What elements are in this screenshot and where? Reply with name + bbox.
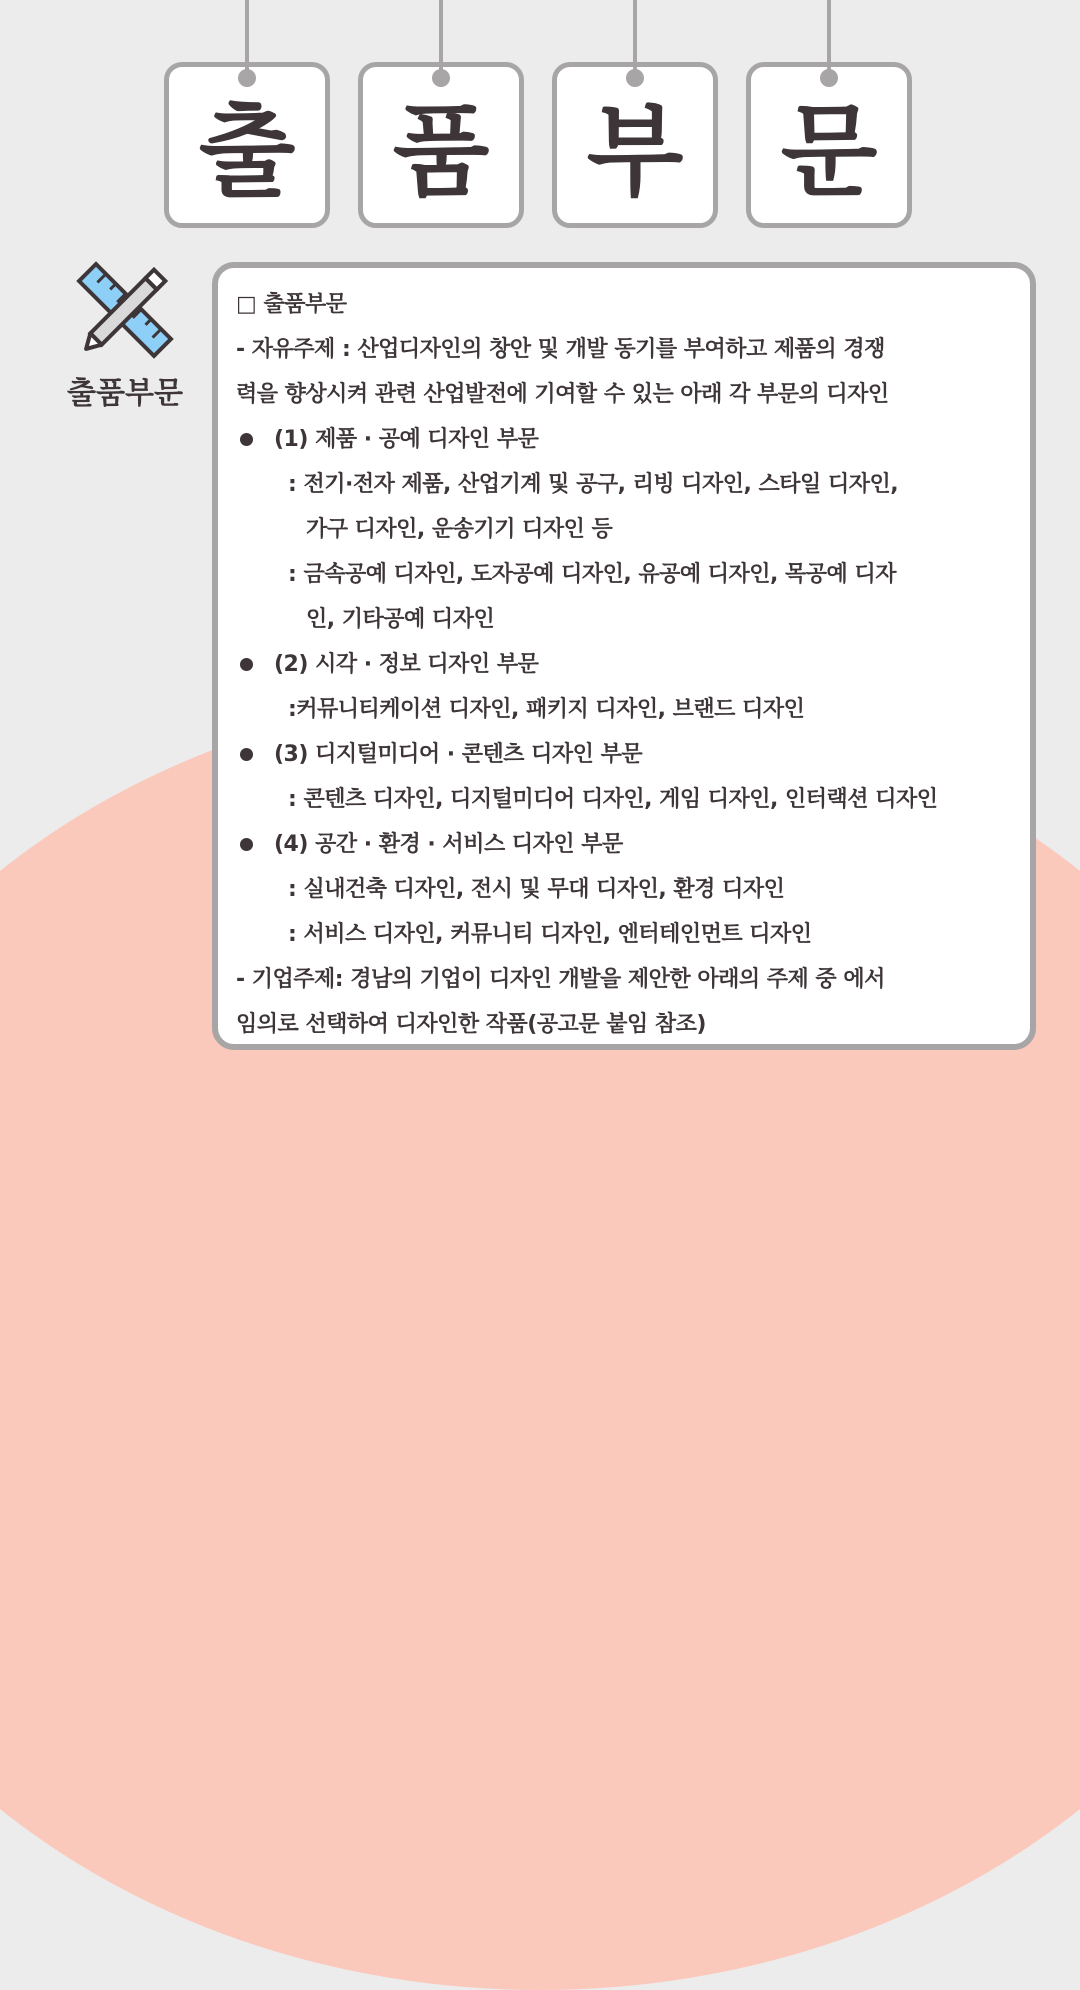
title-tag-3 [552, 62, 718, 228]
title-tag-1 [164, 62, 330, 228]
hanging-pin [238, 69, 256, 87]
title-char: 품 [392, 93, 490, 210]
hanging-pin [626, 69, 644, 87]
title-char: 출 [198, 93, 296, 210]
hanging-string [827, 0, 831, 77]
corporate-topic-line-1: - 기업주제: 경남의 기업이 디자인 개발을 제안한 아래의 주제 중 에서 [236, 967, 885, 992]
side-label: 출품부문 [67, 376, 183, 411]
category-4-detail-1: : 실내건축 디자인, 전시 및 무대 디자인, 환경 디자인 [288, 877, 785, 902]
free-topic-line-2: 력을 향상시켜 관련 산업발전에 기여할 수 있는 아래 각 부문의 디자인 [236, 382, 889, 407]
hanging-string [439, 0, 443, 77]
ruler-pencil-icon [70, 260, 180, 360]
category-1-detail-2: : 금속공예 디자인, 도자공예 디자인, 유공예 디자인, 목공예 디자 [288, 562, 896, 587]
category-1-detail-2-cont: 인, 기타공예 디자인 [306, 607, 495, 632]
title-tag-2 [358, 62, 524, 228]
category-4-detail-2: : 서비스 디자인, 커뮤니티 디자인, 엔터테인먼트 디자인 [288, 922, 812, 947]
content-card [212, 262, 1036, 1050]
title-char: 부 [586, 93, 684, 210]
section-heading: □ 출품부문 [236, 292, 347, 317]
category-1-detail-1-cont: 가구 디자인, 운송기기 디자인 등 [306, 517, 613, 542]
hanging-pin [820, 69, 838, 87]
category-2-detail: :커뮤니티케이션 디자인, 패키지 디자인, 브랜드 디자인 [288, 697, 805, 722]
hanging-pin [432, 69, 450, 87]
category-4-heading: (4) 공간 · 환경 · 서비스 디자인 부문 [236, 822, 1014, 867]
category-1-heading: (1) 제품 · 공예 디자인 부문 [236, 417, 1014, 462]
category-3-detail: : 콘텐츠 디자인, 디지털미디어 디자인, 게임 디자인, 인터랙션 디자인 [288, 787, 938, 812]
hanging-string [633, 0, 637, 77]
hanging-string [245, 0, 249, 77]
title-tag-4 [746, 62, 912, 228]
title-char: 문 [780, 93, 878, 210]
category-2-heading: (2) 시각 · 정보 디자인 부문 [236, 642, 1014, 687]
corporate-topic-line-2: 임의로 선택하여 디자인한 작품(공고문 붙임 참조) [236, 1012, 706, 1037]
free-topic-line-1: - 자유주제 : 산업디자인의 창안 및 개발 동기를 부여하고 제품의 경쟁 [236, 337, 885, 362]
category-1-detail-1: : 전기·전자 제품, 산업기계 및 공구, 리빙 디자인, 스타일 디자인, [288, 472, 899, 497]
category-3-heading: (3) 디지털미디어 · 콘텐츠 디자인 부문 [236, 732, 1014, 777]
